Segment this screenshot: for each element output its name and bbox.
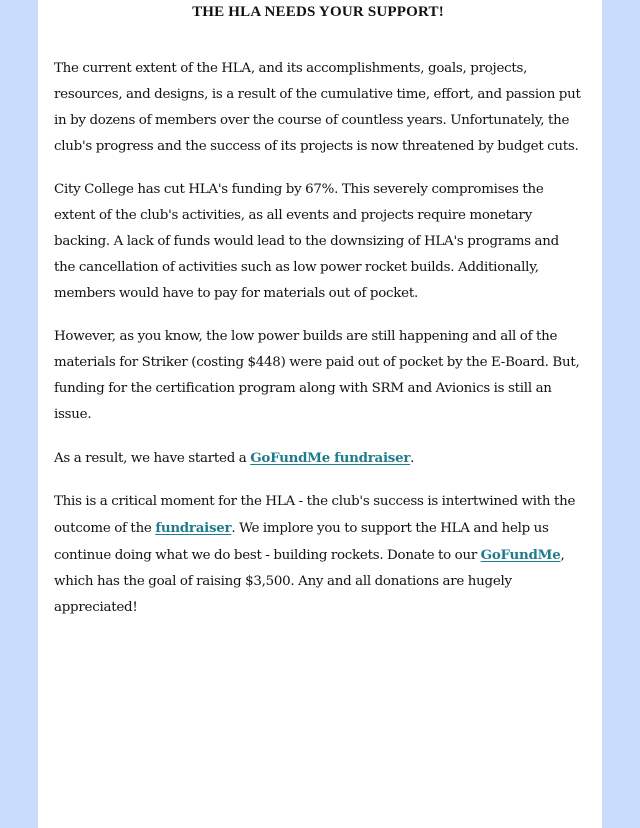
newsletter-page	[38, 0, 602, 828]
text-segment: .	[410, 451, 415, 466]
fundraiser-link[interactable]: fundraiser	[155, 520, 232, 536]
paragraph-low-power-builds: However, as you know, the low power builds are still happening and all of the materials for Striker (costing $448) were paid out of pocket by the E-Board. But, funding for the certification program along with SRM and Avionics is still an issue.	[54, 329, 580, 422]
gofundme-link[interactable]: GoFundMe	[480, 547, 561, 563]
text-segment: As a result, we have started a	[54, 451, 251, 466]
paragraph-funding-cut: City College has cut HLA's funding by 67%. This severely compromises the extent of the club's activities, as all events and projects require monetary backing. A lack of funds would lead to the downsizing of HLA's programs and the cancellation of activities such as low power rocket builds. Additionally, members would have to pay for materials out of pocket.	[54, 182, 559, 301]
page-title: THE HLA NEEDS YOUR SUPPORT!	[192, 4, 444, 20]
text-segment: , which has the goal of raising $3,500. Any and all donations are hugely appreciated!	[54, 548, 565, 615]
paragraph-fundraiser-announcement	[54, 445, 582, 472]
paragraph-call-to-action	[54, 489, 582, 621]
text-segment: This is a critical moment for the HLA - the club's success is intertwined with the outcome of the	[54, 494, 576, 536]
gofundme-fundraiser-link[interactable]: GoFundMe fundraiser	[250, 450, 411, 466]
text-segment: . We implore you to support the HLA and help us continue doing what we do best - building rockets. Donate to our	[54, 521, 549, 563]
paragraph-intro: The current extent of the HLA, and its accomplishments, goals, projects, resources, and designs, is a result of the cumulative time, effort, and passion put in by dozens of members over the course of countless years. Unfortunately, the club's progress and the success of its projects is now threatened by budget cuts.	[54, 61, 581, 154]
